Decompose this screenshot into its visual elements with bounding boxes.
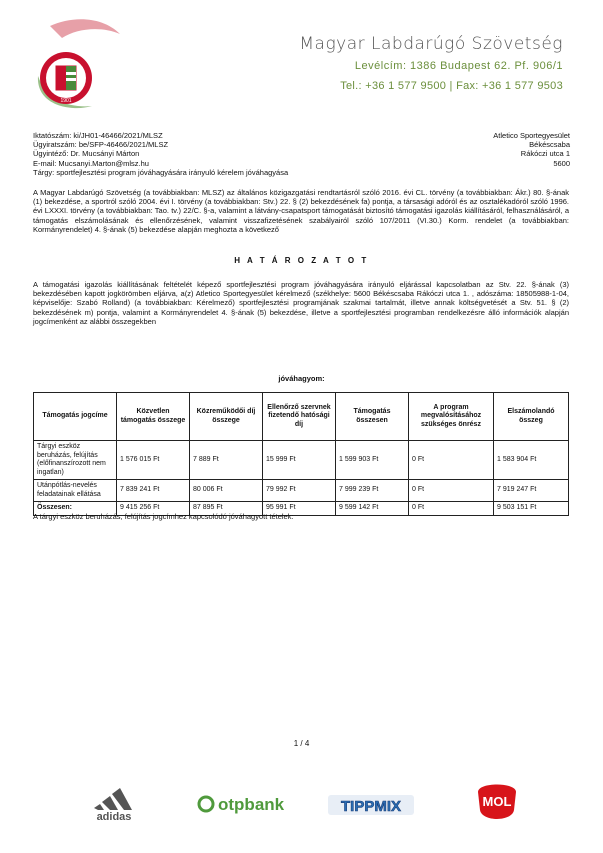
decision-heading: H A T Á R O Z A T O T xyxy=(234,256,369,265)
table-cell: 80 006 Ft xyxy=(190,480,263,502)
column-header: Közreműködői díj összege xyxy=(190,393,263,441)
table-cell: 9 599 142 Ft xyxy=(336,502,409,516)
table-cell: 1 599 903 Ft xyxy=(336,441,409,480)
table-header-row xyxy=(34,393,569,441)
table-cell: 7 999 239 Ft xyxy=(336,480,409,502)
officer-email[interactable]: E-mail: Mucsanyi.Marton@mlsz.hu xyxy=(33,158,149,168)
sponsor-name: MOL xyxy=(482,794,512,809)
table-cell: Összesen: xyxy=(34,502,117,516)
column-header: Elszámolandó összeg xyxy=(494,393,569,441)
adidas-logo xyxy=(84,782,144,822)
table-row xyxy=(34,480,569,502)
table-cell: 1 583 904 Ft xyxy=(494,441,569,480)
recipient-name: Atletico Sportegyesület xyxy=(493,131,570,140)
column-header: Közvetlen támogatás összege xyxy=(117,393,190,441)
approved-items-intro: A tárgyi eszköz beruházás, felújítás jogcímhez kapcsolódó jóváhagyott tételek: xyxy=(33,512,294,521)
tippmix-logo xyxy=(328,782,418,822)
mlsz-crest-logo xyxy=(32,16,122,112)
table-cell: 7 839 241 Ft xyxy=(117,480,190,502)
table-cell: 87 895 Ft xyxy=(190,502,263,516)
recipient-city: Békéscsaba xyxy=(529,140,570,150)
case-number: Ügyiratszám: be/SFP-46466/2021/MLSZ xyxy=(33,140,169,150)
column-header: Támogatás jogcíme xyxy=(34,393,117,441)
sponsor-name: TIPPMIX xyxy=(340,798,402,815)
column-header: Támogatás összesen xyxy=(336,393,409,441)
org-name: Magyar Labdarúgó Szövetség xyxy=(299,34,563,54)
sponsor-name: otpbank xyxy=(218,795,285,814)
decision-paragraph: A támogatási igazolás kiállításának feltételét képező sportfejlesztési program jóváhagyására irányuló eljárással kapcsolatban az Stv. 22. §-ának (3) bekezdésében kapott jogkörömben eljárva, a(z) Atletico Sportegyesület kérelmező (székhelye: 5600 Békéscsaba Rákóczi utca 1. , adószáma: 18505988-1-04, képviselője: Szabó Rolland) (a továbbiakban: Kérelmező) sportfejlesztési programjának szakmai tartalmát, illetve annak költségvetését a Stv. 51. § (2) bekezdésének m) pontja, valamint a Kormányrendelet 4. §-ának (5) bekezdése, illetve a sportfejlesztési programban rendelkezésre álló információk alapján jogcímenként az alábbi összegekben xyxy=(33,280,569,326)
column-header: Ellenőrző szervnek fizetendő hatósági díj xyxy=(263,393,336,441)
logo-year: 1901 xyxy=(60,98,72,104)
page-number: 1 / 4 xyxy=(293,739,310,748)
org-phone: Tel.: +36 1 577 9500 | Fax: +36 1 577 9503 xyxy=(340,80,563,92)
recipient-address xyxy=(493,131,570,168)
table-cell: 9 415 256 Ft xyxy=(117,502,190,516)
sponsor-name: adidas xyxy=(96,811,132,822)
document-metadata xyxy=(33,131,288,177)
table-cell: 0 Ft xyxy=(409,480,494,502)
preamble-paragraph: A Magyar Labdarúgó Szövetség (a továbbiakban: MLSZ) az általános közigazgatási rendtartásról szóló 2016. évi CL. törvény (a továbbiakban: Ákr.) 80. §-ának (1) bekezdése, a sportról szóló 2004. évi I. törvény (a továbbiakban: Stv.) 22. § (2) bekezdésének fa) pontja, a társasági adóról és az osztalékadóról szóló 1996. évi LXXXI. törvény (a továbbiakban: Tao. tv.) 22/C. §-a, valamint a látvány-csapatsport támogatását biztosító támogatási igazolás kiállításáról, felhasználásáról, a támogatás elszámolásának és ellenőrzésének, valamint visszafizetésének szabályairól szóló 107/2011 (VI.30.) Korm. rendelet (a továbbiakban: Kormányrendelet) 4. §-ának (5) bekezdése alapján meghozta a következő xyxy=(33,188,569,234)
org-address: Levélcím: 1386 Budapest 62. Pf. 906/1 xyxy=(354,60,563,72)
recipient-zip: 5600 xyxy=(553,158,570,168)
table-cell: 0 Ft xyxy=(409,441,494,480)
table-cell: 7 889 Ft xyxy=(190,441,263,480)
table-cell: Utánpótlás-nevelés feladatainak ellátása xyxy=(34,480,117,502)
table-cell: 15 999 Ft xyxy=(263,441,336,480)
registry-number: Iktatószám: ki/JH01-46466/2021/MLSZ xyxy=(33,131,163,140)
subject-line: Tárgy: sportfejlesztési program jóváhagyására irányuló kérelem jóváhagyása xyxy=(33,167,289,177)
table-cell: 9 503 151 Ft xyxy=(494,502,569,516)
table-row xyxy=(34,441,569,480)
table-cell: 7 919 247 Ft xyxy=(494,480,569,502)
case-officer: Ügyintéző: Dr. Mucsányi Márton xyxy=(33,149,140,159)
otpbank-logo xyxy=(196,782,296,822)
table-cell: 1 576 015 Ft xyxy=(117,441,190,480)
table-cell: 79 992 Ft xyxy=(263,480,336,502)
table-cell: Tárgyi eszköz beruházás, felújítás (előfinanszírozott nem ingatlan) xyxy=(34,441,117,480)
grant-table xyxy=(33,392,569,516)
recipient-street: Rákóczi utca 1 xyxy=(520,149,570,159)
approval-label: jóváhagyom: xyxy=(278,374,325,383)
table-cell: 95 991 Ft xyxy=(263,502,336,516)
column-header: A program megvalósításához szükséges önrész xyxy=(409,393,494,441)
mol-logo xyxy=(472,778,522,824)
table-cell: 0 Ft xyxy=(409,502,494,516)
